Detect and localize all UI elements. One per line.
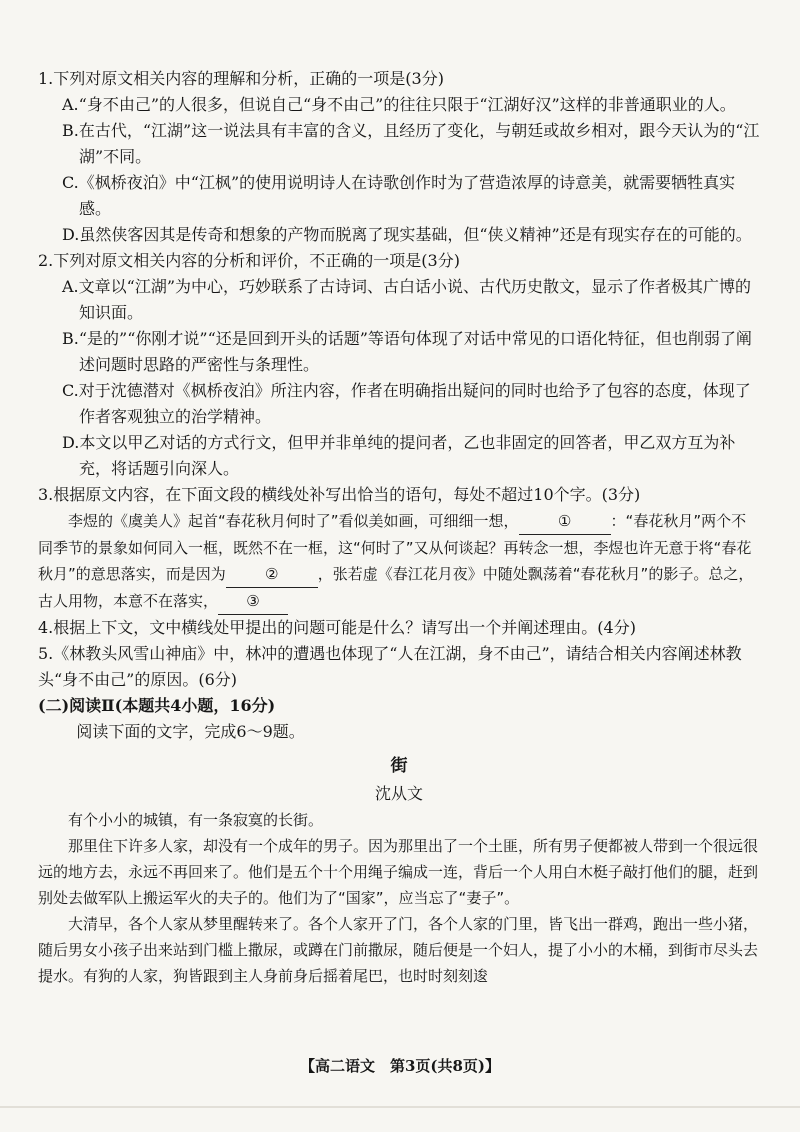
question-1-option-b: B.在古代，“江湖”这一说法具有丰富的含义，且经历了变化，与朝廷或故乡相对，跟今天认为的“江湖”不同。 <box>62 121 760 166</box>
question-1-option-d: D.虽然侠客因其是传奇和想象的产物而脱离了现实基础，但“侠义精神”还是有现实存在的可能的。 <box>62 225 752 244</box>
question-1 <box>38 66 760 248</box>
question-1-stem: 1.下列对原文相关内容的理解和分析，正确的一项是(3分) <box>38 69 444 88</box>
article-paragraph-2: 那里住下许多人家，却没有一个成年的男子。因为那里出了一个土匪，所有男子便都被人带到一个很远很远的地方去，永远不再回来了。他们是五个十个用绳子编成一连，背后一个人用白木梃子敲打他们的腿，赶到别处去做军队上搬运军火的夫子的。他们为了“国家”，应当忘了“妻子”。 <box>38 837 759 907</box>
blank-1[interactable]: ① <box>519 508 611 535</box>
question-3 <box>38 482 760 615</box>
fill-in-text-1: 李煜的《虞美人》起首“春花秋月何时了”看似美如画，可细细一想， <box>68 512 519 530</box>
fill-in-text-3: ，张若虚《春江花月夜》中随处飘荡着“春花秋月”的影子。总之，古人用物，本意不在落实， <box>38 565 754 610</box>
question-3-stem: 3.根据原文内容，在下面文段的横线处补写出恰当的语句，每处不超过10个字。(3分) <box>38 485 641 504</box>
question-2-option-d: D.本文以甲乙对话的方式行文，但甲并非单纯的提问者，乙也非固定的回答者，甲乙双方互为补充，将话题引向深人。 <box>62 433 736 478</box>
scan-edge-divider <box>0 1106 800 1108</box>
article-title: 街 <box>390 756 408 776</box>
section-instruction: 阅读下面的文字，完成6～9题。 <box>76 722 305 741</box>
article-paragraph-1: 有个小小的城镇，有一条寂寞的长街。 <box>68 811 324 829</box>
section-heading: (二)阅读Ⅱ(本题共4小题，16分) <box>38 696 276 715</box>
question-2-option-a: A.文章以“江湖”为中心，巧妙联系了古诗词、古白话小说、古代历史散文，显示了作者极其广博的知识面。 <box>62 277 752 322</box>
question-2-option-c: C.对于沈德潜对《枫桥夜泊》所注内容，作者在明确指出疑问的同时也给予了包容的态度，体现了作者客观独立的治学精神。 <box>62 381 751 426</box>
fill-in-passage <box>38 508 760 615</box>
question-5-stem: 5.《林教头风雪山神庙》中，林冲的遭遇也体现了“人在江湖，身不由己”，请结合相关内容阐述林教头“身不由己”的原因。(6分) <box>38 644 742 689</box>
question-2-option-b: B.“是的”“你刚才说”“还是回到开头的话题”等语句体现了对话中常见的口语化特征，但也削弱了阐述问题时思路的严密性与条理性。 <box>62 329 752 374</box>
question-2-stem: 2.下列对原文相关内容的分析和评价，不正确的一项是(3分) <box>38 251 460 270</box>
page-content <box>38 66 760 989</box>
question-4-stem: 4.根据上下文，文中横线处甲提出的问题可能是什么？请写出一个并阐述理由。(4分) <box>38 618 636 637</box>
blank-2[interactable]: ② <box>226 561 318 588</box>
article-paragraph-3: 大清早，各个人家从梦里醒转来了。各个人家开了门，各个人家的门里，皆飞出一群鸡，跑出一些小猪，随后男女小孩子出来站到门槛上撒尿，或蹲在门前撒尿，随后便是一个妇人，提了小小的木桶，到街市尽头去提水。有狗的人家，狗皆跟到主人身前身后摇着尾巴，也时时刻刻逡 <box>38 915 759 985</box>
question-1-option-c: C.《枫桥夜泊》中“江枫”的使用说明诗人在诗歌创作时为了营造浓厚的诗意美，就需要牺牲真实感。 <box>62 173 736 218</box>
page-footer: 【高二语文 第3页(共8页)】 <box>299 1057 501 1075</box>
question-2 <box>38 248 760 482</box>
article-author: 沈从文 <box>374 784 423 803</box>
fill-in-text-2: ：“春花秋月”两个不同季节的景象如何同入一框，既然不在一框，这“何时了”又从何谈起？再转念一想，李煜也许无意于将“春花秋月”的意思落实，而是因为 <box>38 512 752 583</box>
blank-3[interactable]: ③ <box>218 588 288 615</box>
question-1-option-a: A.“身不由己”的人很多，但说自己“身不由己”的往往只限于“江湖好汉”这样的非普通职业的人。 <box>62 95 736 114</box>
